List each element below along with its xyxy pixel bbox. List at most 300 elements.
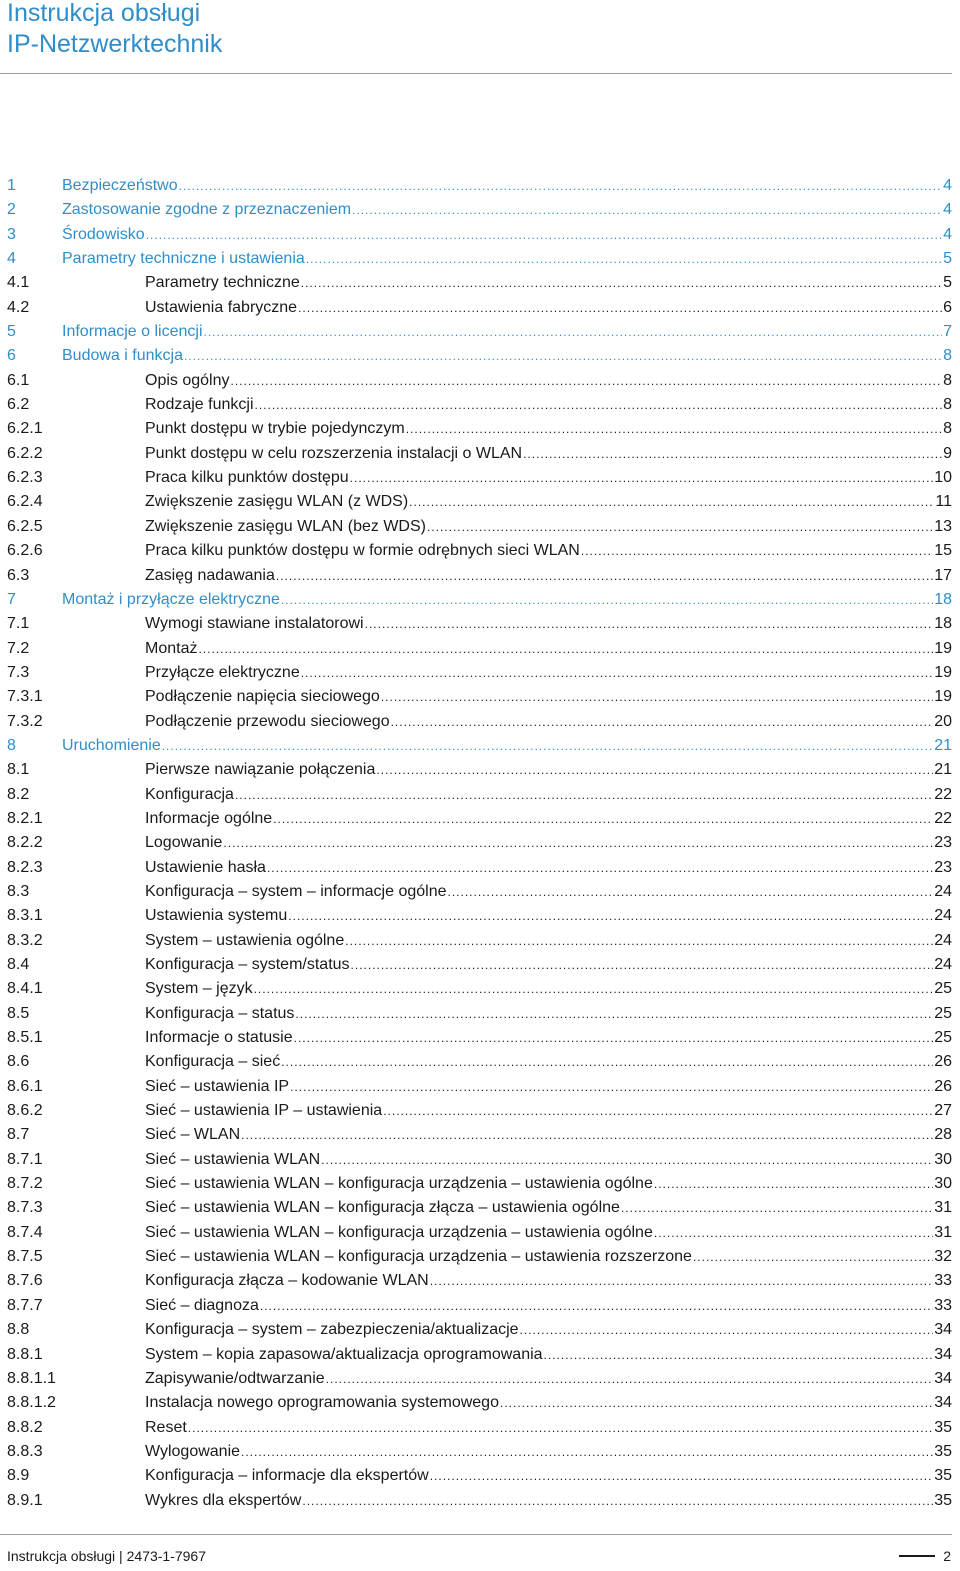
toc-entry[interactable] — [7, 1099, 952, 1123]
toc-entry[interactable] — [7, 880, 952, 904]
title-line-1: Instrukcja obsługi — [7, 0, 201, 27]
toc-entry-page: 8 — [943, 396, 952, 414]
toc-entry[interactable] — [7, 1075, 952, 1099]
toc-entry-page: 27 — [934, 1102, 952, 1120]
dot-leader — [350, 466, 934, 490]
toc-entry-number: 4.2 — [7, 298, 30, 316]
toc-entry-title: Punkt dostępu w celu rozszerzenia instalacji o WLAN — [145, 444, 523, 462]
toc-entry-page: 33 — [934, 1272, 952, 1290]
toc-entry-title: System – ustawienia ogólne — [145, 931, 345, 949]
dot-leader — [383, 1099, 933, 1123]
toc-entry[interactable] — [7, 831, 952, 855]
toc-entry-number: 8.2.3 — [7, 858, 43, 876]
toc-entry-title: Sieć – WLAN — [145, 1126, 241, 1144]
toc-entry-title: Wymogi stawiane instalatorowi — [145, 615, 364, 633]
toc-entry-line — [145, 904, 952, 928]
page-number-dash — [899, 1555, 935, 1557]
dot-leader — [306, 247, 942, 271]
toc-entry-number: 6.2 — [7, 396, 30, 414]
toc-entry[interactable] — [7, 490, 952, 514]
toc-entry-page: 34 — [934, 1394, 952, 1412]
toc-entry-line — [145, 466, 952, 490]
toc-entry[interactable] — [7, 1489, 952, 1513]
toc-entry-title: Sieć – ustawienia WLAN – konfiguracja urządzenia – ustawienia rozszerzone — [145, 1248, 692, 1266]
dot-leader — [204, 320, 943, 344]
toc-entry[interactable] — [7, 247, 952, 271]
toc-entry-title: Podłączenie napięcia sieciowego — [145, 688, 380, 706]
toc-entry-number: 8.9.1 — [7, 1491, 43, 1509]
toc-entry-title: Wykres dla ekspertów — [145, 1491, 302, 1509]
dot-leader — [427, 515, 933, 539]
toc-entry[interactable] — [7, 1123, 952, 1147]
toc-entry-title: System – język — [145, 980, 253, 998]
footer-divider — [0, 1534, 952, 1535]
toc-entry[interactable] — [7, 1148, 952, 1172]
dot-leader — [281, 588, 933, 612]
dot-leader — [430, 1464, 934, 1488]
toc-entry-title: Budowa i funkcja — [62, 347, 183, 365]
toc-entry-line — [145, 1318, 952, 1342]
dot-leader — [321, 1148, 933, 1172]
toc-entry[interactable] — [7, 685, 952, 709]
title-line-2: IP-Netzwerktechnik — [7, 30, 223, 58]
toc-entry-page: 22 — [934, 809, 952, 827]
toc-entry-title: System – kopia zapasowa/aktualizacja oprogramowania — [145, 1345, 543, 1363]
toc-entry-title: Konfiguracja — [145, 785, 234, 803]
dot-leader — [184, 344, 942, 368]
toc-entry-title: Sieć – diagnoza — [145, 1296, 259, 1314]
toc-entry-number: 8.7.2 — [7, 1175, 43, 1193]
toc-entry-title: Bezpieczeństwo — [62, 177, 178, 194]
toc-entry-page: 35 — [934, 1467, 952, 1485]
toc-entry-line — [62, 174, 952, 198]
dot-leader — [430, 1269, 934, 1293]
toc-entry-page: 19 — [934, 688, 952, 706]
toc-entry[interactable] — [7, 174, 952, 198]
toc-entry-line — [145, 807, 952, 831]
toc-entry-line — [145, 1245, 952, 1269]
toc-entry-page: 4 — [943, 225, 952, 243]
dot-leader — [276, 564, 933, 588]
dot-leader — [351, 953, 934, 977]
toc-entry-line — [62, 223, 952, 247]
toc-entry[interactable] — [7, 1172, 952, 1196]
toc-entry-number: 8.3.1 — [7, 907, 43, 925]
toc-entry-title: Instalacja nowego oprogramowania systemowego — [145, 1394, 499, 1412]
toc-entry-title: Sieć – ustawienia WLAN – konfiguracja złącza – ustawienia ogólne — [145, 1199, 620, 1217]
dot-leader — [241, 1440, 933, 1464]
toc-entry-line — [145, 296, 952, 320]
toc-entry-title: Sieć – ustawienia IP — [145, 1077, 290, 1095]
toc-entry-page: 5 — [943, 274, 952, 292]
toc-entry[interactable] — [7, 466, 952, 490]
dot-leader — [406, 417, 942, 441]
dot-leader — [500, 1391, 933, 1415]
toc-entry-number: 8.5 — [7, 1004, 30, 1022]
toc-entry-title: Ustawienie hasła — [145, 858, 266, 876]
toc-entry-line — [145, 1416, 952, 1440]
toc-entry-number: 8.4.1 — [7, 980, 43, 998]
toc-entry-number: 6.3 — [7, 566, 30, 584]
toc-entry-page: 9 — [943, 444, 952, 462]
toc-entry-page: 33 — [934, 1296, 952, 1314]
toc-entry[interactable] — [7, 1050, 952, 1074]
toc-entry-line — [145, 856, 952, 880]
toc-entry-title: Podłączenie przewodu sieciowego — [145, 712, 390, 730]
toc-entry-line — [145, 490, 952, 514]
toc-entry-page: 34 — [934, 1345, 952, 1363]
toc-entry-page: 26 — [934, 1053, 952, 1071]
toc-entry-title: Sieć – ustawienia WLAN — [145, 1150, 321, 1168]
toc-entry-page: 11 — [935, 493, 952, 511]
toc-entry-line — [145, 661, 952, 685]
toc-entry[interactable] — [7, 515, 952, 539]
toc-entry-title: Zwiększenie zasięgu WLAN (bez WDS) — [145, 517, 426, 535]
toc-entry-title: Konfiguracja – system/status — [145, 956, 350, 973]
toc-entry-line — [145, 831, 952, 855]
dot-leader — [326, 1367, 934, 1391]
toc-entry[interactable] — [7, 320, 952, 344]
toc-entry-title: Logowanie — [145, 834, 223, 852]
toc-entry-page: 18 — [934, 590, 952, 608]
toc-entry[interactable] — [7, 661, 952, 685]
toc-entry-title: Praca kilku punktów dostępu — [145, 469, 349, 487]
toc-entry-line — [145, 442, 952, 466]
toc-entry-number: 8.4 — [7, 956, 30, 973]
toc-entry-number: 6.2.4 — [7, 493, 43, 511]
toc-entry-page: 4 — [943, 201, 952, 219]
toc-entry-line — [145, 1123, 952, 1147]
toc-entry-line — [62, 320, 952, 344]
toc-entry-page: 22 — [934, 785, 952, 803]
toc-entry-line — [145, 1148, 952, 1172]
toc-entry-page: 15 — [934, 542, 952, 560]
toc-entry-number: 6.2.6 — [7, 542, 43, 560]
dot-leader — [581, 539, 933, 563]
dot-leader — [376, 758, 933, 782]
dot-leader — [621, 1196, 933, 1220]
toc-entry[interactable] — [7, 1343, 952, 1367]
toc-entry-line — [145, 977, 952, 1001]
dot-leader — [273, 807, 933, 831]
toc-entry-line — [145, 1269, 952, 1293]
toc-entry[interactable] — [7, 1196, 952, 1220]
toc-entry[interactable] — [7, 1318, 952, 1342]
toc-entry-page: 26 — [934, 1077, 952, 1095]
toc-entry[interactable] — [7, 1221, 952, 1245]
toc-entry-number: 1 — [7, 177, 16, 194]
toc-entry[interactable] — [7, 710, 952, 734]
toc-entry-line — [145, 758, 952, 782]
toc-entry[interactable] — [7, 296, 952, 320]
toc-entry-number: 8.8.1.1 — [7, 1369, 56, 1387]
dot-leader — [520, 1318, 934, 1342]
toc-entry-line — [145, 369, 952, 393]
toc-entry[interactable] — [7, 1026, 952, 1050]
toc-entry-number: 6.1 — [7, 371, 30, 389]
footer-page — [899, 1548, 951, 1564]
toc-entry-line — [145, 1489, 952, 1513]
toc-entry-line — [145, 1464, 952, 1488]
toc-entry-number: 6.2.5 — [7, 517, 43, 535]
toc-entry-page: 21 — [934, 761, 952, 779]
dot-leader — [179, 174, 942, 198]
toc-entry[interactable] — [7, 344, 952, 368]
toc-entry-page: 7 — [943, 323, 952, 341]
toc-entry[interactable] — [7, 1002, 952, 1026]
toc-entry-page: 31 — [934, 1223, 952, 1241]
dot-leader — [294, 1026, 934, 1050]
toc-entry-page: 8 — [943, 420, 952, 438]
dot-leader — [693, 1245, 933, 1269]
dot-leader — [298, 296, 942, 320]
toc-entry[interactable] — [7, 929, 952, 953]
dot-leader — [288, 904, 933, 928]
dot-leader — [544, 1343, 934, 1367]
toc-entry-title: Zastosowanie zgodne z przeznaczeniem — [62, 201, 352, 219]
toc-entry[interactable] — [7, 612, 952, 636]
toc-entry[interactable] — [7, 369, 952, 393]
toc-entry-line — [145, 564, 952, 588]
toc-entry-number: 5 — [7, 323, 16, 341]
toc-entry-line — [62, 198, 952, 222]
toc-entry-title: Informacje o licencji — [62, 323, 203, 341]
toc-entry-title: Ustawienia fabryczne — [145, 298, 298, 316]
dot-leader — [352, 198, 942, 222]
toc-entry-number: 8.7.5 — [7, 1248, 43, 1266]
toc-entry-line — [145, 1050, 952, 1074]
dot-leader — [301, 661, 933, 685]
toc-entry-page: 18 — [934, 615, 952, 633]
toc-entry-line — [145, 1343, 952, 1367]
toc-entry-title: Montaż i przyłącze elektryczne — [62, 590, 280, 608]
toc-entry-line — [145, 1367, 952, 1391]
toc-entry-page: 5 — [943, 250, 952, 268]
toc-entry-page: 19 — [934, 639, 952, 657]
toc-entry-title: Konfiguracja – sieć — [145, 1053, 281, 1071]
toc-entry-line — [145, 1026, 952, 1050]
toc-entry-title: Konfiguracja – system – informacje ogólne — [145, 882, 447, 900]
toc-entry-line — [145, 929, 952, 953]
toc-entry-page: 35 — [934, 1418, 952, 1436]
dot-leader — [188, 1416, 933, 1440]
toc-entry-title: Punkt dostępu w trybie pojedynczym — [145, 420, 405, 438]
toc-entry[interactable] — [7, 1440, 952, 1464]
dot-leader — [281, 1050, 933, 1074]
toc-entry[interactable] — [7, 223, 952, 247]
toc-entry-number: 6.2.3 — [7, 469, 43, 487]
toc-entry-page: 24 — [934, 956, 952, 973]
toc-entry[interactable] — [7, 758, 952, 782]
dot-leader — [162, 734, 933, 758]
dot-leader — [255, 393, 943, 417]
toc-entry-title: Parametry techniczne i ustawienia — [62, 250, 305, 268]
toc-entry-title: Pierwsze nawiązanie połączenia — [145, 761, 376, 779]
dot-leader — [295, 1002, 933, 1026]
toc-entry-line — [145, 637, 952, 661]
toc-entry-line — [145, 685, 952, 709]
toc-entry-number: 8.8 — [7, 1321, 30, 1339]
toc-entry[interactable] — [7, 539, 952, 563]
toc-entry-page: 23 — [934, 858, 952, 876]
toc-entry-page: 13 — [934, 517, 952, 535]
toc-entry-line — [145, 880, 952, 904]
page-number: 2 — [943, 1548, 951, 1564]
toc-entry-title: Konfiguracja złącza – kodowanie WLAN — [145, 1272, 429, 1290]
toc-entry-title: Montaż — [145, 639, 198, 657]
toc-entry-number: 7.1 — [7, 615, 30, 633]
dot-leader — [198, 637, 933, 661]
toc-entry-title: Przyłącze elektryczne — [145, 663, 300, 681]
toc-entry-line — [62, 734, 952, 758]
toc-entry-line — [145, 1440, 952, 1464]
toc-entry-title: Środowisko — [62, 225, 145, 243]
toc-entry[interactable] — [7, 904, 952, 928]
toc-entry-page: 24 — [934, 907, 952, 925]
dot-leader — [235, 783, 933, 807]
toc-entry-line — [145, 1294, 952, 1318]
toc-entry-title: Praca kilku punktów dostępu w formie odrębnych sieci WLAN — [145, 542, 580, 560]
toc-entry-number: 8.1 — [7, 761, 30, 779]
toc-entry-title: Reset — [145, 1418, 187, 1436]
toc-entry-page: 24 — [934, 931, 952, 949]
dot-leader — [381, 685, 933, 709]
toc-entry-line — [145, 417, 952, 441]
toc-entry-number: 8.7.7 — [7, 1296, 43, 1314]
dot-leader — [654, 1172, 933, 1196]
toc-entry[interactable] — [7, 564, 952, 588]
toc-entry-line — [145, 393, 952, 417]
toc-entry-title: Parametry techniczne — [145, 274, 300, 292]
toc-entry-page: 10 — [934, 469, 952, 487]
table-of-contents — [7, 174, 952, 1513]
toc-entry-line — [145, 1002, 952, 1026]
dot-leader — [241, 1123, 933, 1147]
toc-entry-line — [145, 1075, 952, 1099]
toc-entry[interactable] — [7, 1464, 952, 1488]
toc-entry-page: 30 — [934, 1175, 952, 1193]
dot-leader — [448, 880, 934, 904]
toc-entry-number: 8.8.1 — [7, 1345, 43, 1363]
toc-entry-page: 28 — [934, 1126, 952, 1144]
toc-entry-number: 8.5.1 — [7, 1029, 43, 1047]
dot-leader — [260, 1294, 933, 1318]
dot-leader — [146, 223, 942, 247]
toc-entry-line — [145, 1391, 952, 1415]
toc-entry[interactable] — [7, 1416, 952, 1440]
toc-entry[interactable] — [7, 271, 952, 295]
toc-entry-line — [145, 612, 952, 636]
toc-entry[interactable] — [7, 1367, 952, 1391]
toc-entry-page: 32 — [934, 1248, 952, 1266]
toc-entry-page: 25 — [934, 1004, 952, 1022]
toc-entry-title: Konfiguracja – status — [145, 1004, 295, 1022]
toc-entry-page: 30 — [934, 1150, 952, 1168]
toc-entry-title: Zwiększenie zasięgu WLAN (z WDS) — [145, 493, 409, 511]
dot-leader — [231, 369, 943, 393]
toc-entry[interactable] — [7, 637, 952, 661]
toc-entry-page: 17 — [934, 566, 952, 584]
toc-entry-number: 7.3 — [7, 663, 30, 681]
toc-entry-page: 19 — [934, 663, 952, 681]
toc-entry-page: 34 — [934, 1369, 952, 1387]
toc-entry[interactable] — [7, 856, 952, 880]
dot-leader — [654, 1221, 933, 1245]
dot-leader — [301, 271, 942, 295]
toc-entry-line — [145, 515, 952, 539]
toc-entry-title: Zasięg nadawania — [145, 566, 275, 584]
toc-entry[interactable] — [7, 198, 952, 222]
toc-entry-line — [62, 247, 952, 271]
toc-entry-line — [145, 539, 952, 563]
toc-entry-number: 8.2.1 — [7, 809, 43, 827]
toc-entry[interactable] — [7, 1269, 952, 1293]
toc-entry-title: Konfiguracja – system – zabezpieczenia/aktualizacje — [145, 1321, 519, 1339]
toc-entry-title: Konfiguracja – informacje dla ekspertów — [145, 1467, 429, 1485]
toc-entry-number: 8.6.1 — [7, 1077, 43, 1095]
toc-entry-line — [145, 1221, 952, 1245]
toc-entry-number: 3 — [7, 225, 16, 243]
toc-entry-number: 8 — [7, 736, 16, 754]
toc-entry-number: 4 — [7, 250, 16, 268]
toc-entry-number: 8.3 — [7, 882, 30, 900]
toc-entry-number: 8.7.1 — [7, 1150, 43, 1168]
toc-entry[interactable] — [7, 807, 952, 831]
toc-entry-page: 25 — [934, 980, 952, 998]
toc-entry-number: 8.6.2 — [7, 1102, 43, 1120]
toc-entry[interactable] — [7, 417, 952, 441]
toc-entry-title: Sieć – ustawienia WLAN – konfiguracja urządzenia – ustawienia ogólne — [145, 1175, 653, 1193]
toc-entry[interactable] — [7, 953, 952, 977]
toc-entry-title: Wylogowanie — [145, 1442, 241, 1460]
toc-entry-number: 8.8.2 — [7, 1418, 43, 1436]
toc-entry-number: 7.3.1 — [7, 688, 43, 706]
document-title — [7, 0, 222, 60]
toc-entry-page: 31 — [934, 1199, 952, 1217]
toc-entry-title: Sieć – ustawienia IP – ustawienia — [145, 1102, 383, 1120]
toc-entry-page: 6 — [943, 298, 952, 316]
toc-entry-number: 2 — [7, 201, 16, 219]
toc-entry-page: 8 — [943, 371, 952, 389]
footer-document-id: Instrukcja obsługi | 2473-1-7967 — [7, 1548, 206, 1564]
toc-entry[interactable] — [7, 1245, 952, 1269]
toc-entry-title: Ustawienia systemu — [145, 907, 288, 925]
toc-entry-number: 8.3.2 — [7, 931, 43, 949]
toc-entry[interactable] — [7, 1391, 952, 1415]
toc-entry[interactable] — [7, 734, 952, 758]
toc-entry-number: 6 — [7, 347, 16, 365]
dot-leader — [290, 1075, 933, 1099]
toc-entry-line — [145, 783, 952, 807]
toc-entry[interactable] — [7, 588, 952, 612]
dot-leader — [391, 710, 934, 734]
toc-entry-line — [145, 1196, 952, 1220]
toc-entry[interactable] — [7, 1294, 952, 1318]
toc-entry-number: 8.7 — [7, 1126, 30, 1144]
toc-entry[interactable] — [7, 783, 952, 807]
toc-entry-page: 8 — [943, 347, 952, 365]
dot-leader — [254, 977, 934, 1001]
toc-entry-number: 8.7.3 — [7, 1199, 43, 1217]
toc-entry[interactable] — [7, 393, 952, 417]
dot-leader — [409, 490, 934, 514]
toc-entry-number: 8.8.3 — [7, 1442, 43, 1460]
toc-entry[interactable] — [7, 977, 952, 1001]
toc-entry-number: 8.6 — [7, 1053, 30, 1071]
toc-entry-line — [145, 1099, 952, 1123]
toc-entry[interactable] — [7, 442, 952, 466]
header-divider — [0, 73, 952, 74]
